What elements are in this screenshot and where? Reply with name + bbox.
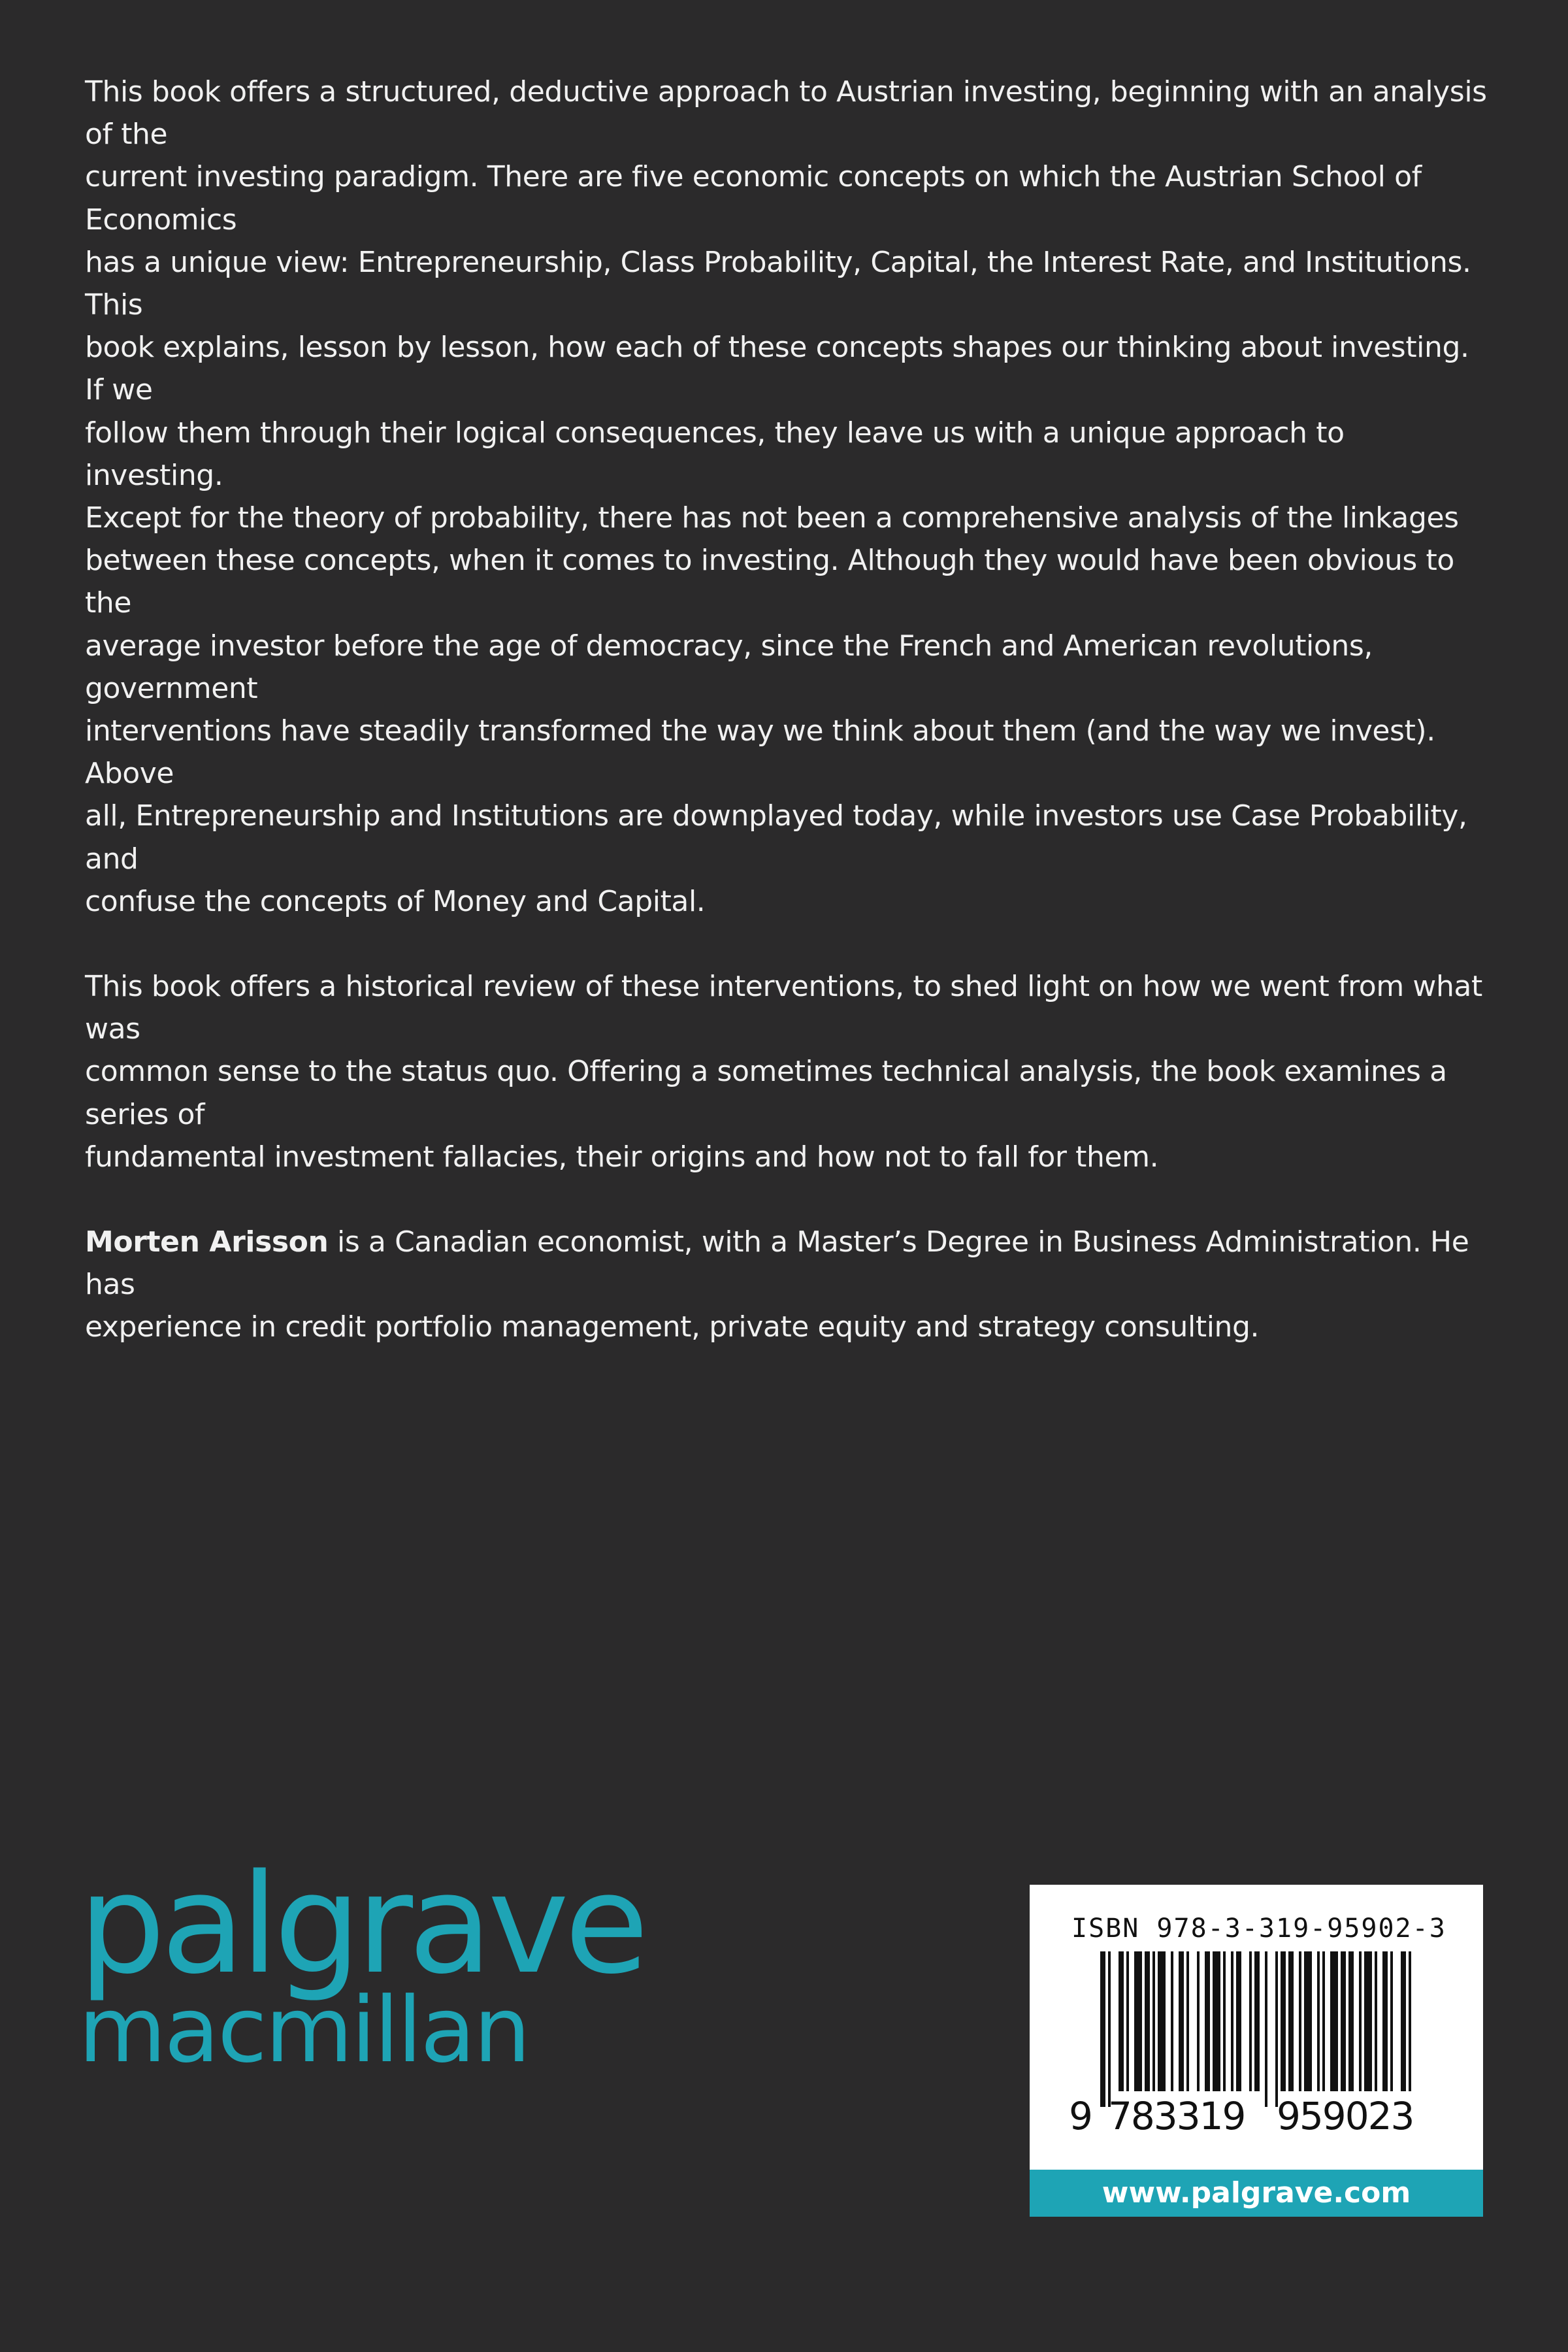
publisher-logo (78, 1844, 645, 2083)
barcode-bar (1275, 1951, 1278, 2107)
barcode-bar (1119, 1951, 1124, 2091)
barcode-bar (1281, 1951, 1286, 2091)
barcode-bar (1145, 1951, 1150, 2091)
barcode-bar (1304, 1951, 1312, 2091)
barcode-bar (1254, 1951, 1260, 2091)
barcode-digits (1069, 2094, 1448, 2138)
author-name: Morten Arisson (85, 1225, 329, 1259)
barcode-bar (1390, 1951, 1393, 2091)
barcode-bar (1231, 1951, 1233, 2091)
barcode-bar (1409, 1951, 1411, 2091)
barcode-bar (1100, 1951, 1105, 2107)
barcode-bar (1152, 1951, 1155, 2091)
barcode-panel (1030, 1885, 1483, 2217)
description-paragraph-1: This book offers a structured, deductive approach to Austrian investing, beginning with an analysis of the current investing paradigm. There are five economic concepts on which the Austrian School of Economics has a unique view: Entrepreneurship, Class Probability, Capital, the Interest Rate, and Institutions. This book explains, lesson by lesson, how each of these concepts shapes our thinking about investing. If we follow them through their logical consequences, they leave us with a unique approach to investing. Except for the theory of probability, there has not been a comprehensive analysis of the linkages between these concepts, when it comes to investing. Although they would have been obvious to the average investor before the age of democracy, since the French and American revolutions, government interventions have steadily transformed the way we think about them (and the way we invest). Above all, Entrepreneurship and Institutions are downplayed today, while investors use Case Probability, and confuse the concepts of Money and Capital. (85, 75, 1487, 918)
barcode-bar (1330, 1951, 1338, 2091)
isbn-label: ISBN 978-3-319-95902-3 (1071, 1913, 1446, 1944)
barcode-digit-lead: 9 (1069, 2094, 1093, 2138)
barcode-image (1100, 1951, 1416, 2107)
barcode-bar (1299, 1951, 1301, 2091)
author-paragraph (85, 1221, 1490, 1349)
barcode-bar (1317, 1951, 1320, 2091)
barcode-bar (1108, 1951, 1111, 2107)
barcode-bar (1179, 1951, 1184, 2091)
description-paragraph-2: This book offers a historical review of these interventions, to shed light on how we went from what was common sense to the status quo. Offering a sometimes technical analysis, the book examines a series of fundamental investment fallacies, their origins and how not to fall for them. (85, 970, 1482, 1174)
barcode-bar (1359, 1951, 1362, 2091)
barcode-digit-group-2: 959023 (1277, 2094, 1414, 2138)
barcode-bar (1197, 1951, 1200, 2091)
barcode-bar (1186, 1951, 1189, 2091)
barcode-bar (1348, 1951, 1354, 2091)
barcode-bar (1382, 1951, 1388, 2091)
logo-macmillan: macmillan (78, 1978, 529, 2083)
barcode-bar (1223, 1951, 1226, 2091)
blurb-text (85, 71, 1490, 1391)
barcode-bar (1364, 1951, 1372, 2091)
barcode-bar (1265, 1951, 1267, 2107)
barcode-bar (1171, 1951, 1173, 2091)
barcode-bar (1236, 1951, 1241, 2091)
barcode-bar (1158, 1951, 1166, 2091)
barcode-bar (1126, 1951, 1129, 2091)
logo-palgrave: palgrave (78, 1844, 645, 2004)
barcode-bar (1213, 1951, 1220, 2091)
barcode-bar (1341, 1951, 1346, 2091)
barcode-bar (1134, 1951, 1142, 2091)
publisher-url[interactable]: www.palgrave.com (1030, 2170, 1483, 2217)
barcode-bar (1288, 1951, 1294, 2091)
barcode-bar (1375, 1951, 1377, 2091)
barcode-digit-group-1: 783319 (1108, 2094, 1245, 2138)
author-bio: is a Canadian economist, with a Master’s Degree in Business Administration. He has experience in credit portfolio management, private equity and strategy consulting. (85, 1225, 1469, 1344)
barcode-bar (1205, 1951, 1210, 2091)
barcode-bar (1401, 1951, 1406, 2091)
barcode-bar (1322, 1951, 1325, 2091)
barcode-bar (1249, 1951, 1252, 2091)
